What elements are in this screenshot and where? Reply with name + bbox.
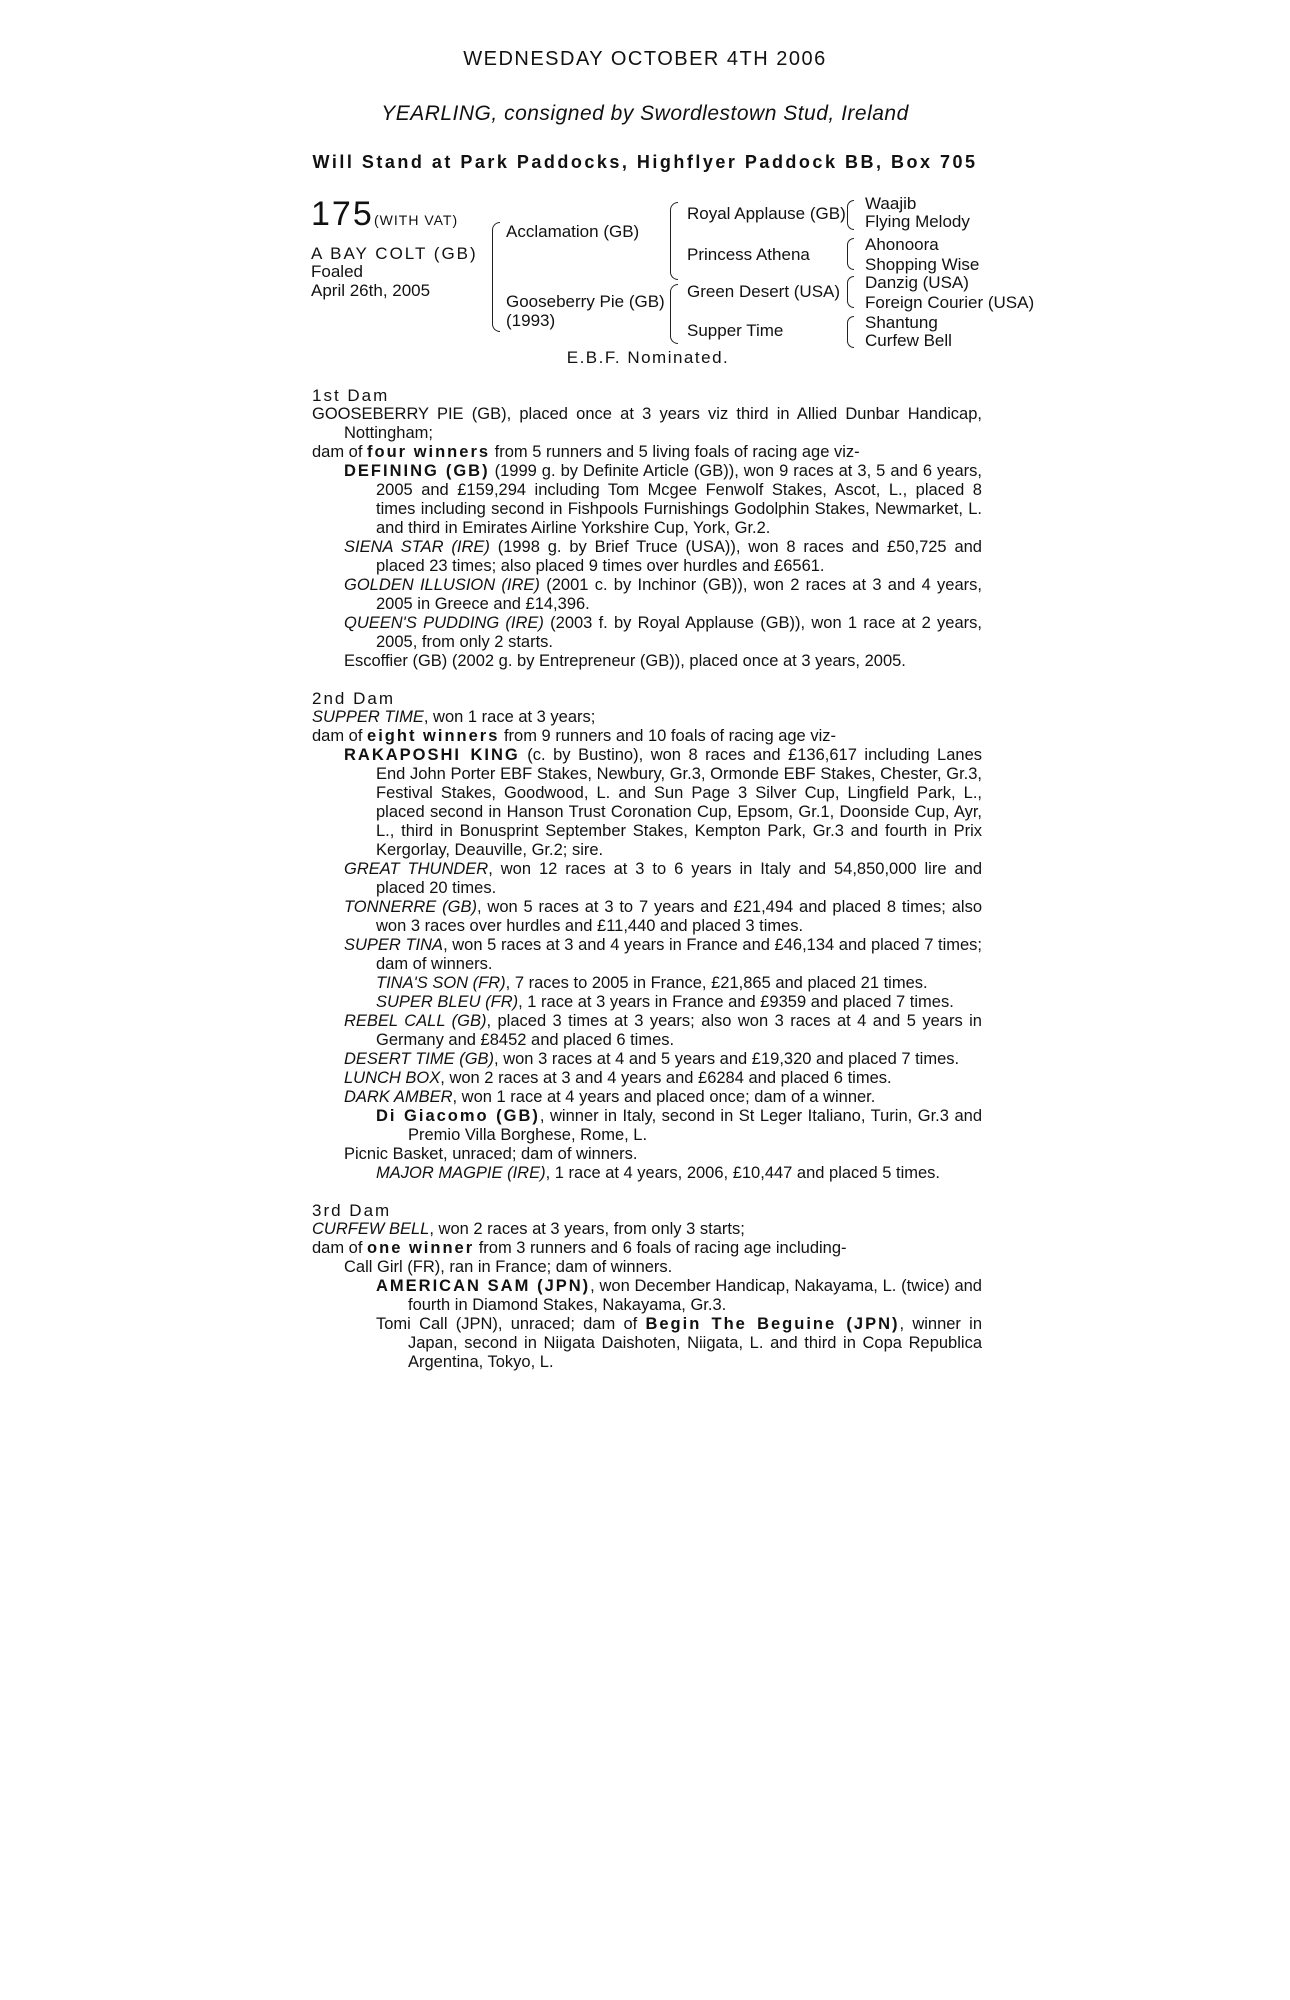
pedigree-brace-dam [670, 284, 678, 344]
lot-number: 175 [311, 195, 374, 233]
pedigree-brace-sire [670, 202, 678, 280]
foaled-date: April 26th, 2005 [311, 281, 431, 300]
progeny-great-thunder: GREAT THUNDER, won 12 races at 3 to 6 years in Italy and 54,850,000 lire and placed 20 times. [344, 860, 982, 897]
produce-record [312, 386, 982, 1372]
pedigree-brace-ss [847, 200, 854, 230]
pedigree-dam: Gooseberry Pie (GB) [506, 292, 665, 311]
progeny-golden-illusion: GOLDEN ILLUSION (IRE) (2001 c. by Inchinor (GB)), won 2 races at 3 and 4 years, 2005 in Greece and £14,396. [344, 576, 982, 613]
pedigree-sds: Ahonoora [865, 235, 939, 254]
pedigree-sss: Waajib [865, 194, 917, 213]
pedigree-ssd: Flying Melody [865, 212, 970, 231]
progeny-call-girl: Call Girl (FR), ran in France; dam of winners. [344, 1258, 673, 1276]
second-dam-summary: dam of eight winners from 9 runners and 10 foals of racing age viz- [312, 727, 836, 745]
pedigree-sire: Acclamation (GB) [506, 222, 640, 241]
vat-note: (WITH VAT) [374, 212, 459, 228]
pedigree-ddd: Curfew Bell [865, 331, 952, 350]
progeny-rebel-call: REBEL CALL (GB), placed 3 times at 3 years; also won 3 races at 4 and 5 years in Germany and £8452 and placed 6 times. [344, 1012, 982, 1049]
sale-date: WEDNESDAY OCTOBER 4TH 2006 [463, 48, 827, 70]
pedigree-brace-ds [847, 276, 854, 308]
progeny-desert-time: DESERT TIME (GB), won 3 races at 4 and 5 years and £19,320 and placed 7 times. [344, 1050, 960, 1068]
pedigree-sire-sire: Royal Applause (GB) [687, 204, 846, 223]
grandprogeny-di-giacomo: Di Giacomo (GB), winner in Italy, second in St Leger Italiano, Turin, Gr.3 and Premio Villa Borghese, Rome, L. [376, 1107, 982, 1144]
horse-description: A BAY COLT (GB) [311, 244, 478, 263]
progeny-picnic-basket: Picnic Basket, unraced; dam of winners. [344, 1145, 638, 1163]
first-dam-summary: dam of four winners from 5 runners and 5 living foals of racing age viz- [312, 443, 860, 461]
ebf-nominated: E.B.F. Nominated. [566, 348, 730, 367]
progeny-defining: DEFINING (GB) (1999 g. by Definite Article (GB)), won 9 races at 3, 5 and 6 years, 2005 and £159,294 including Tom Mcgee Fenwolf Stakes, Ascot, L., placed 8 times including second in Fishpools Furnishings Godolphin Stakes, Newmarket, L. and third in Emirates Airline Yorkshire Cup, York, Gr.2. [344, 462, 982, 537]
progeny-queens-pudding: QUEEN'S PUDDING (IRE) (2003 f. by Royal Applause (GB)), won 1 race at 2 years, 2005, from only 2 starts. [344, 614, 982, 651]
third-dam-summary: dam of one winner from 3 runners and 6 foals of racing age including- [312, 1239, 847, 1257]
grandprogeny-super-bleu: SUPER BLEU (FR), 1 race at 3 years in France and £9359 and placed 7 times. [376, 993, 954, 1011]
pedigree-dsd: Foreign Courier (USA) [865, 293, 1035, 312]
progeny-escoffier: Escoffier (GB) (2002 g. by Entrepreneur (GB)), placed once at 3 years, 2005. [344, 652, 906, 670]
progeny-tonnerre: TONNERRE (GB), won 5 races at 3 to 7 years and £21,494 and placed 8 times; also won 3 races over hurdles and £11,440 and placed 3 times. [344, 898, 983, 935]
second-dam-heading: 2nd Dam [312, 689, 395, 708]
grandprogeny-tomi-call: Tomi Call (JPN), unraced; dam of Begin The Beguine (JPN), winner in Japan, second in Niigata Daishoten, Niigata, L. and third in Copa Republica Argentina, Tokyo, L. [376, 1315, 982, 1371]
pedigree-brace-sd [847, 238, 854, 270]
pedigree-dam-year: (1993) [506, 311, 556, 330]
progeny-super-tina: SUPER TINA, won 5 races at 3 and 4 years in France and £46,134 and placed 7 times; dam of winners. [344, 936, 982, 973]
third-dam-heading: 3rd Dam [312, 1201, 392, 1220]
first-dam-intro: GOOSEBERRY PIE (GB), placed once at 3 years viz third in Allied Dunbar Handicap, Nottingham; [312, 405, 982, 442]
pedigree-dds: Shantung [865, 313, 938, 332]
third-dam-intro: CURFEW BELL, won 2 races at 3 years, from only 3 starts; [312, 1220, 745, 1238]
stand-location: Will Stand at Park Paddocks, Highflyer Paddock BB, Box 705 [312, 152, 978, 172]
pedigree-sdd: Shopping Wise [865, 255, 980, 274]
pedigree-dam-sire: Green Desert (USA) [687, 282, 841, 301]
foaled-label: Foaled [311, 262, 363, 281]
pedigree-dam-dam: Supper Time [687, 321, 784, 340]
pedigree-sire-dam: Princess Athena [687, 245, 810, 264]
progeny-siena-star: SIENA STAR (IRE) (1998 g. by Brief Truce (USA)), won 8 races and £50,725 and placed 23 times; also placed 9 times over hurdles and £6561. [344, 538, 982, 575]
consignor-line: YEARLING, consigned by Swordlestown Stud, Ireland [381, 102, 909, 125]
second-dam-intro: SUPPER TIME, won 1 race at 3 years; [312, 708, 596, 726]
grandprogeny-major-magpie: MAJOR MAGPIE (IRE), 1 race at 4 years, 2006, £10,447 and placed 5 times. [376, 1164, 941, 1182]
pedigree-dss: Danzig (USA) [865, 273, 969, 292]
progeny-rakaposhi-king: RAKAPOSHI KING (c. by Bustino), won 8 races and £136,617 including Lanes End John Porter EBF Stakes, Newbury, Gr.3, Ormonde EBF Stakes, Chester, Gr.3, Festival Stakes, Goodwood, L. and Sun Page 3 Silver Cup, Lingfield Park, L., placed second in Hanson Trust Coronation Cup, Epsom, Gr.1, Doonside Cup, Ayr, L., third in Bonusprint September Stakes, Kempton Park, Gr.3 and fourth in Prix Kergorlay, Deauville, Gr.2; sire. [344, 746, 982, 859]
progeny-lunch-box: LUNCH BOX, won 2 races at 3 and 4 years and £6284 and placed 6 times. [344, 1069, 892, 1087]
grandprogeny-american-sam: AMERICAN SAM (JPN), won December Handicap, Nakayama, L. (twice) and fourth in Diamond Stakes, Nakayama, Gr.3. [376, 1277, 982, 1314]
pedigree-brace-dd [847, 316, 854, 348]
grandprogeny-tinas-son: TINA'S SON (FR), 7 races to 2005 in France, £21,865 and placed 21 times. [376, 974, 928, 992]
pedigree-brace-main [492, 222, 500, 332]
progeny-dark-amber: DARK AMBER, won 1 race at 4 years and placed once; dam of a winner. [344, 1088, 876, 1106]
first-dam-heading: 1st Dam [312, 386, 390, 405]
